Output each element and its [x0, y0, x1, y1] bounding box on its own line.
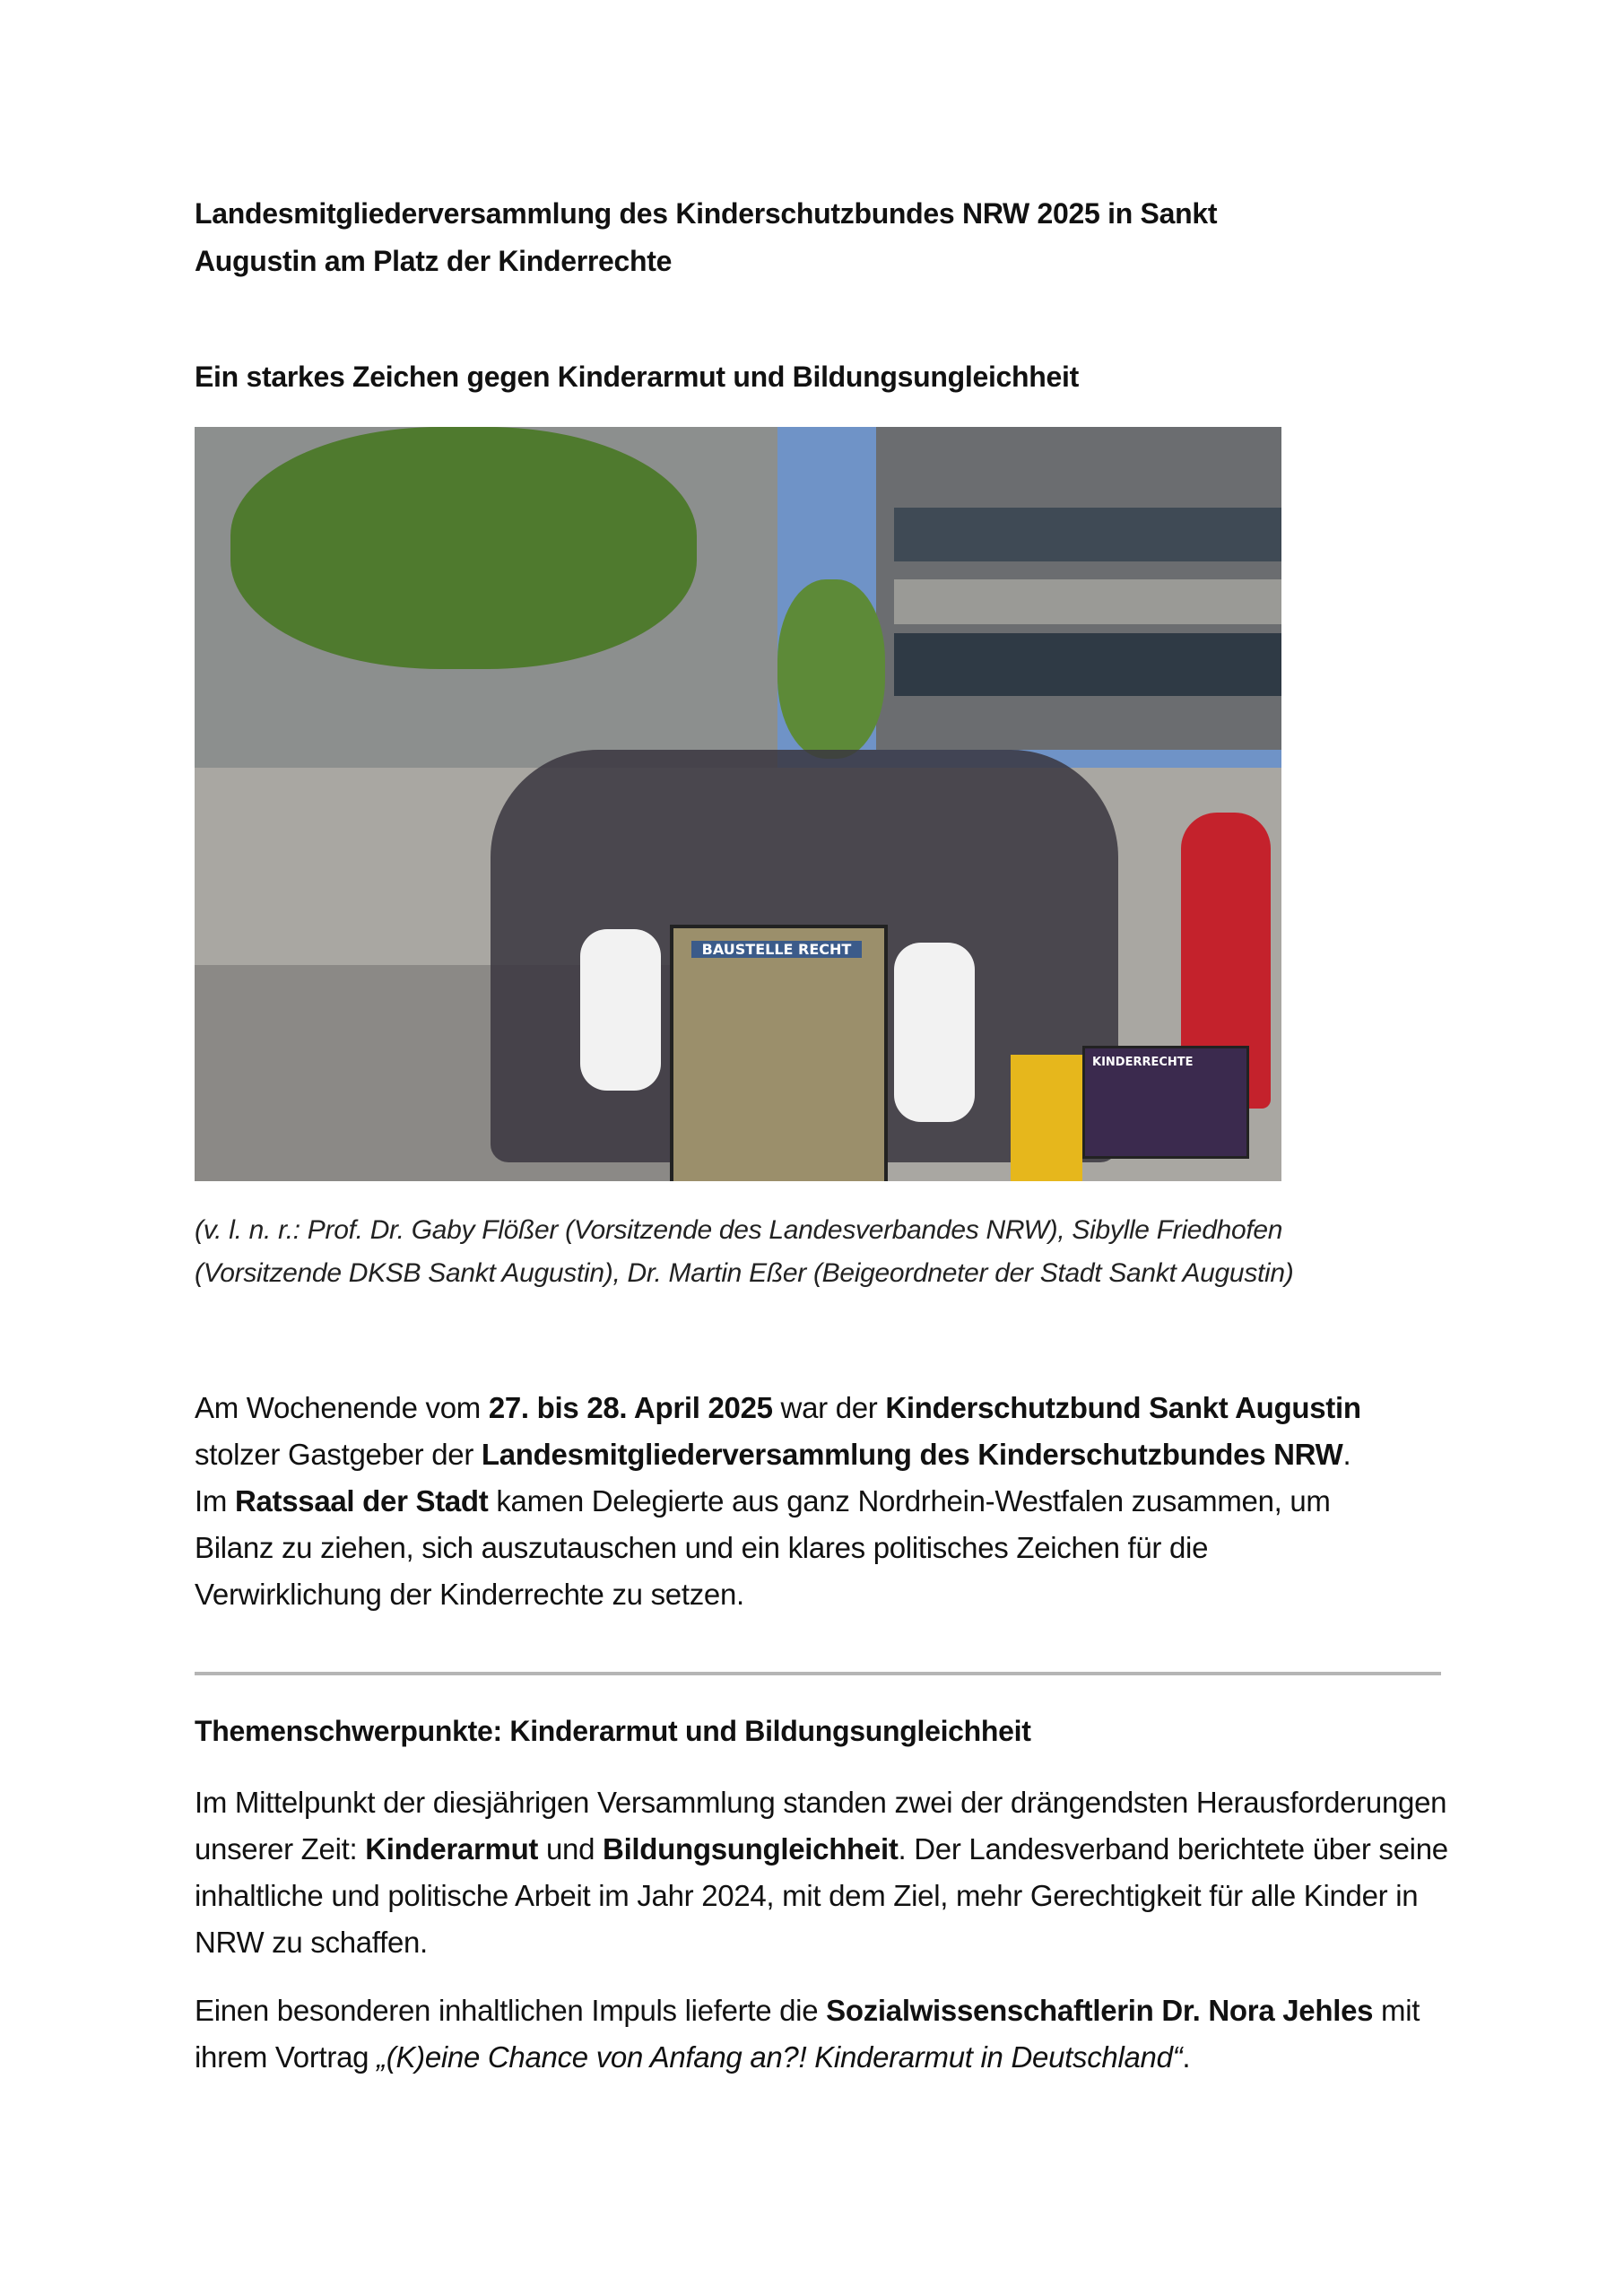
- photo-caption: (v. l. n. r.: Prof. Dr. Gaby Flößer (Vorsitzende des Landesverbandes NRW), Sibylle Friedhofen (Vorsitzende DKSB Sankt Augustin), Dr. Martin Eßer (Beigeordneter der Stadt Sankt Augustin): [195, 1215, 1294, 1288]
- section-paragraph-2: Einen besonderen inhaltlichen Impuls lieferte die Sozialwissenschaftlerin Dr. Nora Jehles mit ihrem Vortrag „(K)eine Chance von Anfang an?! Kinderarmut in Deutschland“.: [195, 1994, 1420, 2074]
- mosaic-board: BAUSTELLE RECHT: [670, 925, 888, 1181]
- group-photo: [195, 427, 1281, 1181]
- kinderrechte-sign: KINDERRECHTE: [1082, 1046, 1249, 1159]
- intro-paragraph: Am Wochenende vom 27. bis 28. April 2025 war der Kinderschutzbund Sankt Augustin stolzer Gastgeber der Landesmitgliederversammlung des Kinderschutzbundes NRW. Im Ratssaal der Stadt kamen Delegierte aus ganz Nordrhein-Westfalen zusammen, um Bilanz zu ziehen, sich auszutauschen und ein klares politisches Zeichen für die Verwirklichung der Kinderrechte zu setzen.: [195, 1391, 1361, 1611]
- document-subtitle: Ein starkes Zeichen gegen Kinderarmut und Bildungsungleichheit: [195, 361, 1079, 393]
- document-title: Landesmitgliederversammlung des Kinderschutzbundes NRW 2025 in Sankt Augustin am Platz der Kinderrechte: [195, 197, 1218, 277]
- section-divider: [195, 1672, 1441, 1675]
- section-heading: Themenschwerpunkte: Kinderarmut und Bildungsungleichheit: [195, 1715, 1031, 1747]
- section-paragraph-1: Im Mittelpunkt der diesjährigen Versammlung standen zwei der drängendsten Herausforderungen unserer Zeit: Kinderarmut und Bildungsungleichheit. Der Landesverband berichtete über seine inhaltliche und politische Arbeit im Jahr 2024, mit dem Ziel, mehr Gerechtigkeit für alle Kinder in NRW zu schaffen.: [195, 1786, 1448, 1959]
